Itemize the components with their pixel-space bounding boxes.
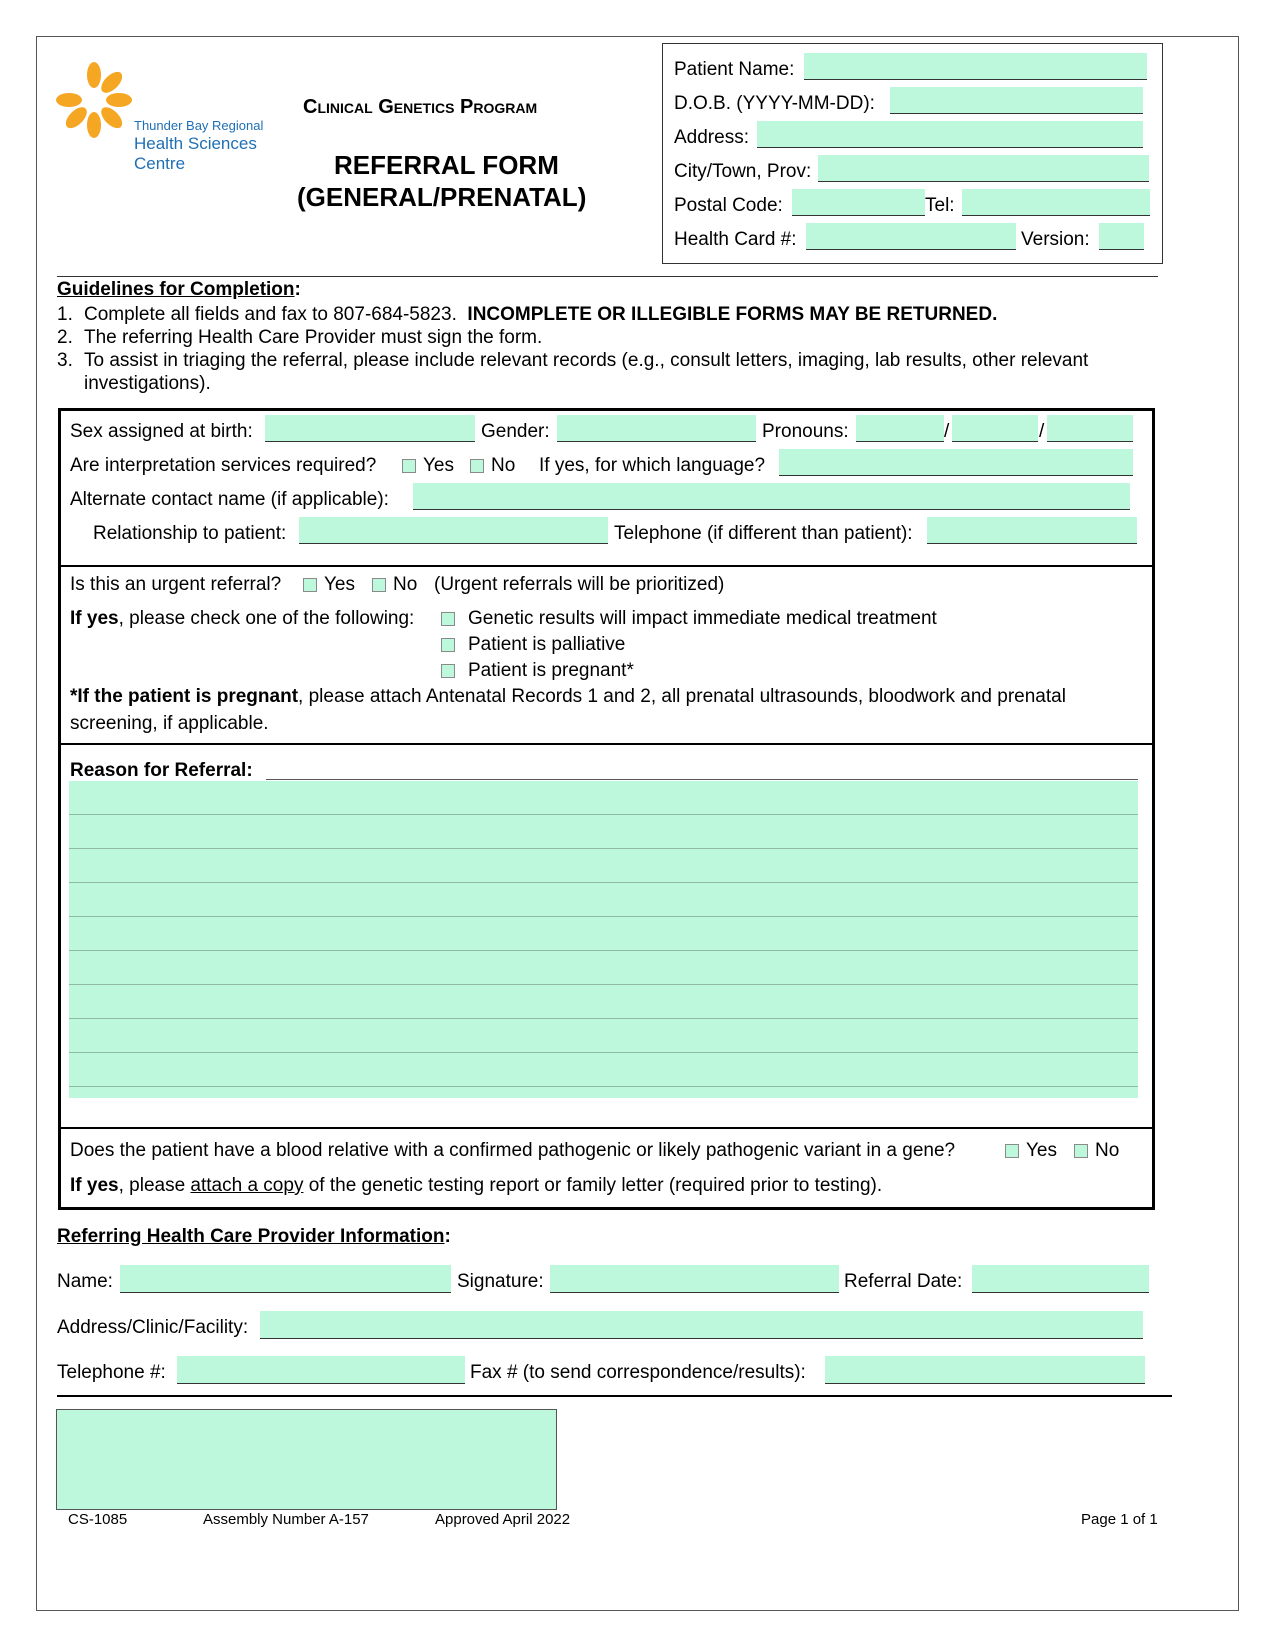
guideline-3-cont: investigations). — [84, 373, 211, 394]
patient-name-field[interactable] — [804, 53, 1147, 80]
referral-date-label: Referral Date: — [844, 1271, 963, 1292]
patient-name-label: Patient Name: — [674, 59, 795, 80]
relationship-field[interactable] — [299, 517, 608, 544]
guidelines-heading: Guidelines for Completion: — [57, 279, 301, 300]
org-name-line1: Thunder Bay Regional — [134, 118, 264, 133]
sex-label: Sex assigned at birth: — [70, 421, 253, 442]
alternate-contact-field[interactable] — [413, 483, 1130, 510]
urgent-no-checkbox[interactable] — [372, 578, 386, 592]
provider-telephone-field[interactable] — [177, 1356, 465, 1384]
interpretation-no-label: No — [491, 455, 516, 476]
reason-label-underline — [266, 779, 1138, 780]
guideline-3: To assist in triaging the referral, please include relevant records (e.g., consult letters, imaging, lab results, other relevant — [84, 350, 1089, 371]
postal-code-label: Postal Code: — [674, 195, 783, 216]
alt-telephone-field[interactable] — [927, 517, 1137, 544]
org-name-line3: Centre — [134, 154, 186, 173]
city-label: City/Town, Prov: — [674, 161, 812, 182]
program-title: Clinical Genetics Program — [303, 96, 538, 118]
form-subtitle: (GENERAL/PRENATAL) — [297, 182, 587, 212]
provider-divider — [57, 1395, 1172, 1397]
version-field[interactable] — [1099, 223, 1144, 250]
dob-label: D.O.B. (YYYY-MM-DD): — [674, 93, 875, 114]
pronoun-slash-1: / — [944, 421, 950, 442]
section-divider-1 — [58, 565, 1155, 567]
referral-date-field[interactable] — [972, 1265, 1149, 1293]
header-divider — [57, 276, 1158, 277]
signature-label: Signature: — [457, 1271, 544, 1292]
page-number: Page 1 of 1 — [1081, 1511, 1158, 1528]
guideline-3-num: 3. — [57, 350, 73, 371]
provider-address-field[interactable] — [260, 1311, 1143, 1339]
urgent-yes-label: Yes — [324, 574, 355, 595]
section-divider-3 — [58, 1127, 1155, 1129]
language-label: If yes, for which language? — [539, 455, 766, 476]
relationship-label: Relationship to patient: — [93, 523, 287, 544]
interpretation-no-checkbox[interactable] — [470, 459, 484, 473]
pronouns-label: Pronouns: — [762, 421, 849, 442]
pronoun-slash-2: / — [1039, 421, 1045, 442]
guideline-1: Complete all fields and fax to 807-684-5823. INCOMPLETE OR ILLEGIBLE FORMS MAY BE RETURNED. — [84, 304, 998, 325]
urgent-opt1-label: Genetic results will impact immediate medical treatment — [468, 608, 937, 629]
dob-field[interactable] — [890, 87, 1143, 114]
urgent-opt2-checkbox[interactable] — [441, 638, 455, 652]
address-field[interactable] — [757, 121, 1143, 148]
urgent-note: (Urgent referrals will be prioritized) — [434, 574, 725, 595]
urgent-yes-checkbox[interactable] — [303, 578, 317, 592]
provider-name-label: Name: — [57, 1271, 113, 1292]
pregnant-note-cont: screening, if applicable. — [70, 713, 269, 734]
health-card-field[interactable] — [806, 223, 1016, 250]
pronoun-field-1[interactable] — [856, 415, 944, 442]
relative-no-label: No — [1095, 1140, 1120, 1161]
provider-heading: Referring Health Care Provider Information: — [57, 1226, 451, 1247]
pregnant-note: *If the patient is pregnant, please attach Antenatal Records 1 and 2, all prenatal ultrasounds, bloodwork and prenatal — [70, 686, 1066, 707]
office-use-box[interactable] — [56, 1409, 557, 1510]
urgent-opt2-label: Patient is palliative — [468, 634, 626, 655]
gender-field[interactable] — [557, 415, 756, 442]
approval-date: Approved April 2022 — [435, 1511, 571, 1528]
city-field[interactable] — [818, 155, 1149, 182]
relative-yes-label: Yes — [1026, 1140, 1057, 1161]
urgent-opt3-checkbox[interactable] — [441, 664, 455, 678]
alt-telephone-label: Telephone (if different than patient): — [614, 523, 913, 544]
form-code: CS-1085 — [68, 1511, 128, 1528]
section-divider-2 — [58, 743, 1155, 745]
relative-yes-checkbox[interactable] — [1005, 1144, 1019, 1158]
tel-field[interactable] — [962, 189, 1150, 216]
assembly-number: Assembly Number A-157 — [203, 1511, 369, 1528]
urgent-if-yes: If yes, please check one of the following: — [70, 608, 415, 629]
language-field[interactable] — [779, 449, 1133, 476]
reason-label: Reason for Referral: — [70, 760, 253, 781]
address-label: Address: — [674, 127, 749, 148]
alternate-contact-label: Alternate contact name (if applicable): — [70, 489, 389, 510]
urgent-no-label: No — [393, 574, 418, 595]
tel-label: Tel: — [925, 195, 955, 216]
signature-field[interactable] — [550, 1265, 839, 1293]
guideline-2: The referring Health Care Provider must sign the form. — [84, 327, 543, 348]
relative-question: Does the patient have a blood relative with a confirmed pathogenic or likely pathogenic variant in a gene? — [70, 1140, 956, 1161]
pronoun-field-3[interactable] — [1047, 415, 1133, 442]
provider-name-field[interactable] — [120, 1265, 451, 1293]
relative-no-checkbox[interactable] — [1074, 1144, 1088, 1158]
postal-code-field[interactable] — [792, 189, 925, 216]
interpretation-yes-label: Yes — [423, 455, 454, 476]
gender-label: Gender: — [481, 421, 550, 442]
urgent-label: Is this an urgent referral? — [70, 574, 282, 595]
provider-fax-label: Fax # (to send correspondence/results): — [470, 1362, 806, 1383]
sex-field[interactable] — [265, 415, 475, 442]
sunburst-logo-icon — [54, 60, 134, 140]
org-name-line2: Health Sciences — [134, 134, 257, 153]
interpretation-yes-checkbox[interactable] — [402, 459, 416, 473]
provider-telephone-label: Telephone #: — [57, 1362, 166, 1383]
pronoun-field-2[interactable] — [952, 415, 1038, 442]
provider-address-label: Address/Clinic/Facility: — [57, 1317, 249, 1338]
urgent-opt1-checkbox[interactable] — [441, 612, 455, 626]
provider-fax-field[interactable] — [825, 1356, 1145, 1384]
urgent-opt3-label: Patient is pregnant* — [468, 660, 634, 681]
guideline-2-num: 2. — [57, 327, 73, 348]
reason-textarea[interactable] — [69, 781, 1138, 1098]
interpretation-label: Are interpretation services required? — [70, 455, 377, 476]
form-title: REFERRAL FORM — [334, 150, 559, 180]
guideline-1-num: 1. — [57, 304, 73, 325]
version-label: Version: — [1021, 229, 1090, 250]
relative-if-yes: If yes, please attach a copy of the genetic testing report or family letter (required prior to testing). — [70, 1175, 883, 1196]
health-card-label: Health Card #: — [674, 229, 797, 250]
